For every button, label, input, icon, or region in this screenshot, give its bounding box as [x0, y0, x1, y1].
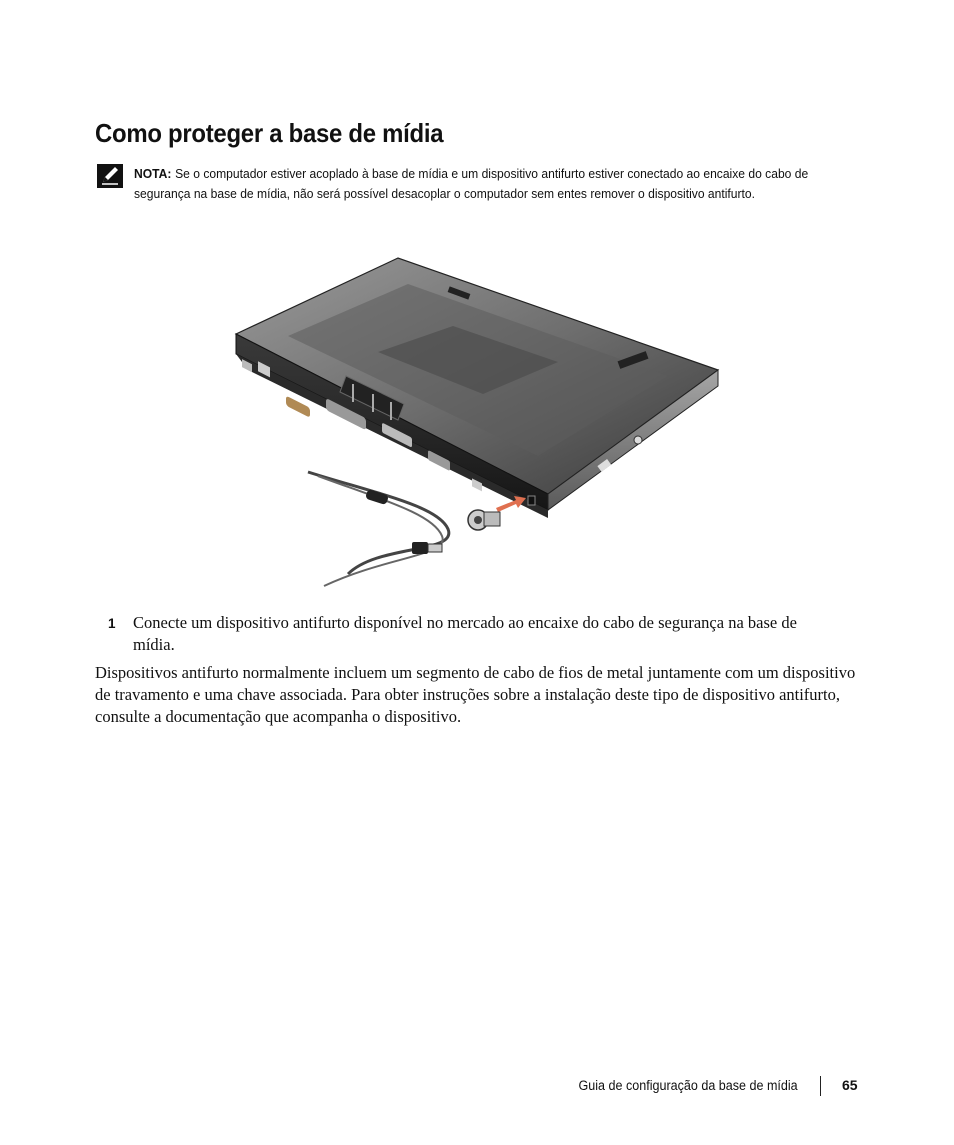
- body-paragraph: Dispositivos antifurto normalmente incluem um segmento de cabo de fios de metal juntamente com um dispositivo de travamento e uma chave associada. Para obter instruções sobre a instalação deste tipo de dispositivo antifurto, consulte a documentação que acompanha o dispositivo.: [95, 663, 856, 726]
- step-text: Conecte um dispositivo antifurto disponível no mercado ao encaixe do cabo de segurança na base de mídia.: [133, 613, 797, 654]
- pencil-note-icon: [97, 164, 123, 188]
- footer-guide-title: Guia de configuração da base de mídia: [578, 1078, 798, 1093]
- footer-separator: [820, 1076, 821, 1096]
- footer-page-number: 65: [842, 1077, 858, 1093]
- media-base-with-security-cable-illustration: [228, 244, 728, 590]
- note-text-block: [134, 164, 813, 204]
- note-body: Se o computador estiver acoplado à base de mídia e um dispositivo antifurto estiver conectado ao encaixe do cabo de segurança na base de mídia, não será possível desacoplar o computador sem entes remover o dispositivo antifurto.: [134, 166, 809, 201]
- note-label: NOTA:: [134, 166, 172, 181]
- step-number: 1: [108, 616, 116, 631]
- page-title: Como proteger a base de mídia: [95, 118, 444, 148]
